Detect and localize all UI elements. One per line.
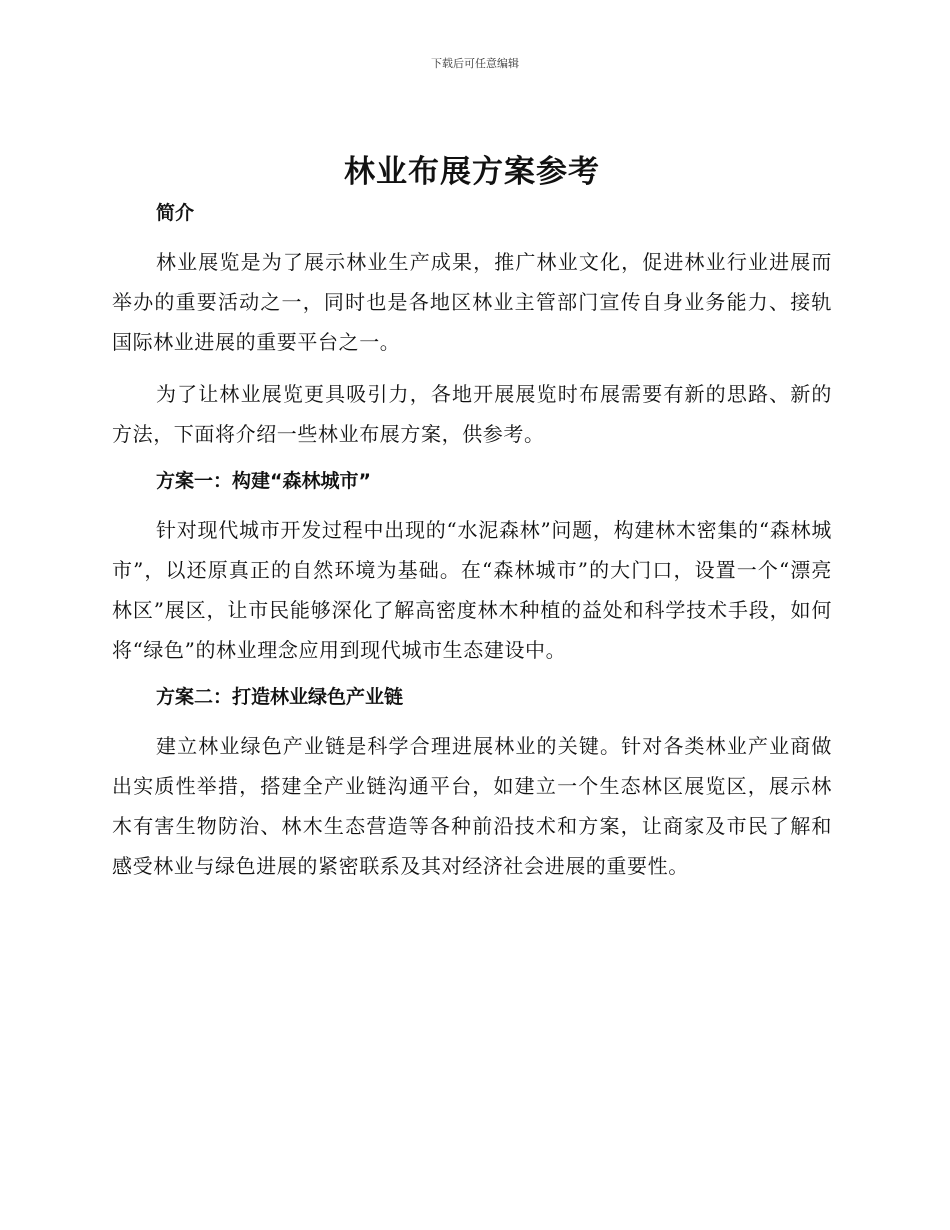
plan1-heading: 方案一：构建“森林城市” xyxy=(156,470,371,492)
plan2-paragraph: 建立林业绿色产业链是科学合理进展林业的关键。针对各类林业产业商做出实质性举措，搭建全产业链沟通平台，如建立一个生态林区展览区，展示林木有害生物防治、林木生态营造等各种前沿技术和方案，让商家及市民了解和感受林业与绿色进展的紧密联系及其对经济社会进展的重要性。 xyxy=(112,734,832,878)
plan1-paragraph: 针对现代城市开发过程中出现的“水泥森林”问题，构建林木密集的“森林城市”，以还原真正的自然环境为基础。在“森林城市”的大门口，设置一个“漂亮林区”展区，让市民能够深化了解高密度林木种植的益处和科学技术手段，如何将“绿色”的林业理念应用到现代城市生态建设中。 xyxy=(112,518,832,662)
document-title: 林业布展方案参考 xyxy=(344,154,600,190)
intro-paragraph-1: 林业展览是为了展示林业生产成果，推广林业文化，促进林业行业进展而举办的重要活动之一，同时也是各地区林业主管部门宣传自身业务能力、接轨国际林业进展的重要平台之一。 xyxy=(112,250,832,354)
plan2-heading: 方案二：打造林业绿色产业链 xyxy=(156,686,404,708)
intro-heading: 简介 xyxy=(156,202,195,224)
document-body xyxy=(112,148,832,898)
intro-paragraph-2: 为了让林业展览更具吸引力，各地开展展览时布展需要有新的思路、新的方法，下面将介绍一些林业布展方案，供参考。 xyxy=(112,382,832,446)
header-note: 下载后可任意编辑 xyxy=(431,57,519,70)
